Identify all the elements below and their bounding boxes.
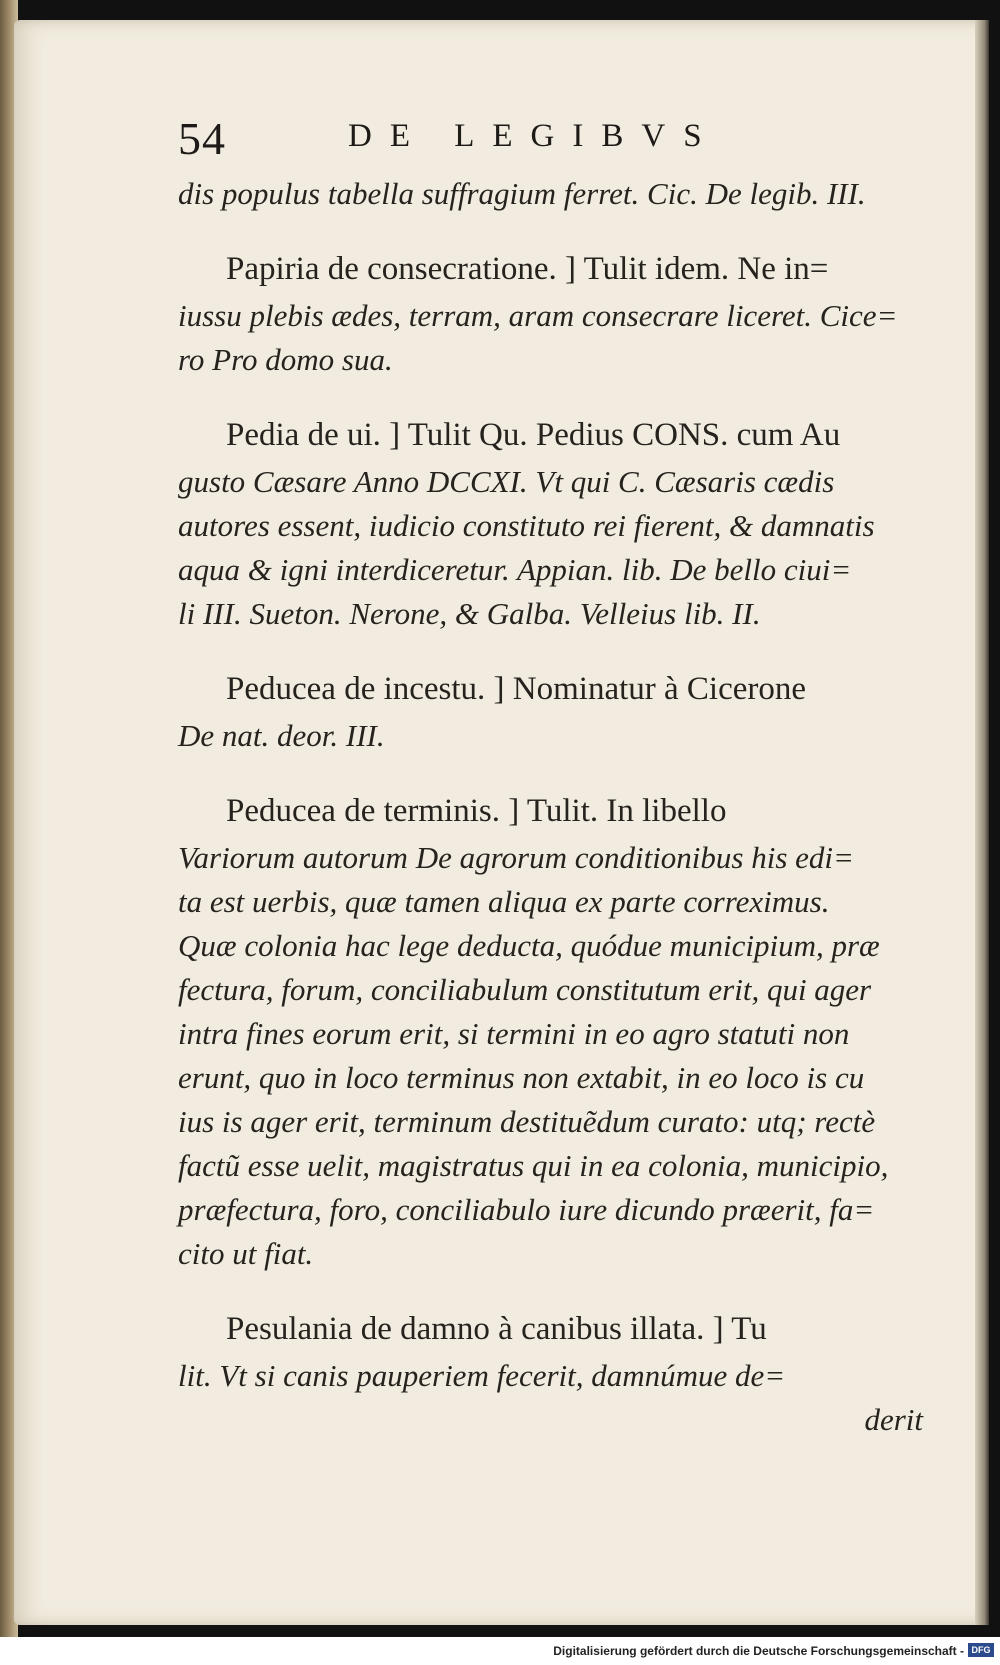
text-line: dis populus tabella suffragium ferret. Cic. De legib. III.	[178, 176, 866, 211]
funding-credit: Digitalisierung gefördert durch die Deutsche Forschungsgemeinschaft -	[553, 1644, 964, 1658]
text-line: aqua & igni interdiceretur. Appian. lib. De bello ciui=	[178, 552, 852, 587]
page-number: 54	[178, 113, 226, 164]
entry-peducea-incestu	[178, 664, 923, 758]
page-right-edge	[975, 20, 989, 1625]
text-line: gusto Cæsare Anno DCCXI. Vt qui C. Cæsaris cædis	[178, 464, 835, 499]
entry-papiria	[178, 244, 923, 382]
entry-heading: Peducea de terminis. ] Tulit. In libello	[226, 793, 727, 829]
text-line: Variorum autorum De agrorum conditionibus his edi=	[178, 840, 854, 875]
text-line: ta est uerbis, quæ tamen aliqua ex parte correximus.	[178, 884, 830, 919]
entry-heading: Peducea de incestu. ] Nominatur à Cicerone	[226, 671, 807, 707]
text-line: intra fines eorum erit, si termini in eo agro statuti non	[178, 1016, 850, 1051]
text-line: Quæ colonia hac lege deducta, quódue municipium, præ	[178, 928, 880, 963]
text-line: ro Pro domo sua.	[178, 342, 393, 377]
catchword: derit	[864, 1402, 923, 1437]
entry-heading: Pedia de ui. ] Tulit Qu. Pedius CONS. cum Au	[226, 417, 841, 453]
text-line: factũ esse uelit, magistratus qui in ea colonia, municipio,	[178, 1148, 889, 1183]
entry-pesulania	[178, 1304, 923, 1442]
text-line: De nat. deor. III.	[178, 718, 385, 753]
text-line: autores essent, iudicio constituto rei fierent, & damnatis	[178, 508, 875, 543]
text-line: lit. Vt si canis pauperiem fecerit, damnúmue de=	[178, 1358, 786, 1393]
digitization-footer	[0, 1637, 1000, 1665]
running-title: DE LEGIBVS	[348, 118, 720, 154]
entry-heading: Papiria de consecratione. ] Tulit idem. Ne in=	[226, 251, 829, 287]
text-block	[178, 172, 923, 1442]
entry-heading: Pesulania de damno à canibus illata. ] Tu	[226, 1311, 767, 1347]
text-line: cito ut fiat.	[178, 1236, 314, 1271]
page-header	[178, 112, 938, 162]
text-line: erunt, quo in loco terminus non extabit, in eo loco is cu	[178, 1060, 865, 1095]
entry-peducea-terminis	[178, 786, 923, 1276]
text-line: ius is ager erit, terminum destituẽdum curato: utq; rectè	[178, 1104, 876, 1139]
text-line: li III. Sueton. Nerone, & Galba. Velleius lib. II.	[178, 596, 761, 631]
entry-pedia	[178, 410, 923, 636]
continuation-paragraph	[178, 172, 923, 216]
text-line: fectura, forum, conciliabulum constitutum erit, qui ager	[178, 972, 872, 1007]
dfg-logo: DFG	[968, 1643, 994, 1657]
text-line: iussu plebis ædes, terram, aram consecrare liceret. Cice=	[178, 298, 898, 333]
text-line: præfectura, foro, conciliabulo iure dicundo præerit, fa=	[178, 1192, 875, 1227]
